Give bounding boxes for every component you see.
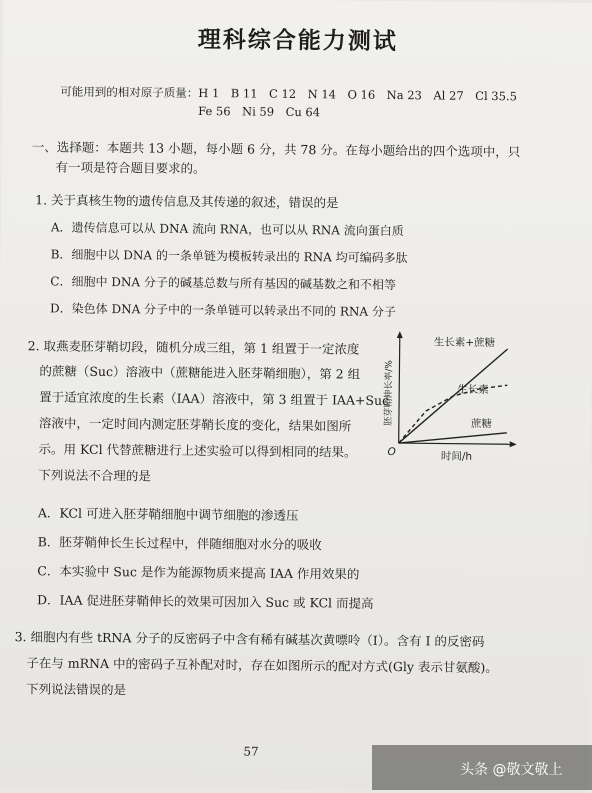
question-2-stem-line-6: 下列说法不合理的是 <box>38 467 151 484</box>
y-axis-label: 胚芽鞘伸长率/% <box>383 360 395 426</box>
question-2-option-b: B．胚芽鞘伸长生长过程中，伴随细胞对水分的吸收 <box>37 534 322 553</box>
series-label-2: 生长素 <box>457 383 489 397</box>
x-axis-arrow <box>510 441 517 447</box>
section-heading-line-1: 一、选择题：本题共 13 小题，每小题 6 分，共 78 分。在每小题给出的四个选项中，只 <box>31 139 521 160</box>
question-1-option-c: C．细胞中 DNA 分子的碱基总数与所有基因的碱基数之和不相等 <box>50 274 397 293</box>
question-3-line-3: 下列说法错误的是 <box>26 681 127 698</box>
atomic-mass-line-1: 可能用到的相对原子质量：H 1 B 11 C 12 N 14 O 16 Na 23 Al 27 Cl 35.5 <box>60 84 518 104</box>
question-2-option-d: D．IAA 促进胚芽鞘伸长的效果可因加入 Suc 或 KCl 而提高 <box>36 592 374 611</box>
x-axis <box>399 443 513 444</box>
page-title: 理科综合能力测试 <box>197 25 399 56</box>
y-axis <box>399 335 400 443</box>
y-axis-arrow <box>397 331 403 338</box>
question-1-stem: 1. 关于真核生物的遗传信息及其传递的叙述，错误的是 <box>35 192 339 211</box>
origin-label: O <box>387 445 396 459</box>
page-number: 57 <box>243 744 259 759</box>
series-label-1: 生长素+蔗糖 <box>433 336 496 350</box>
question-1-option-d: D．染色体 DNA 分子中的一条单链可以转录出不同的 RNA 分子 <box>49 301 396 320</box>
question-1-option-a: A．遗传信息可以从 DNA 流向 RNA，也可以从 RNA 流向蛋白质 <box>50 220 404 239</box>
question-2-option-c: C．本实验中 Suc 是作为能源物质来提高 IAA 作用效果的 <box>37 563 360 582</box>
question-2-stem-line-3: 置于适宜浓度的生长素（IAA）溶液中，第 3 组置于 IAA+Suc <box>39 389 390 408</box>
question-2-stem-line-1: 2. 取燕麦胚芽鞘切段，随机分成三组，第 1 组置于一定浓度 <box>27 338 360 357</box>
question-3-line-1: 3. 细胞内有些 tRNA 分子的反密码子中含有稀有碱基次黄嘌呤（I）。含有 I 的反密码 <box>14 629 485 649</box>
elongation-chart <box>370 331 521 473</box>
question-2-option-a: A．KCl 可进入胚芽鞘细胞中调节细胞的渗透压 <box>37 505 299 524</box>
question-3-line-2: 子在与 mRNA 中的密码子互补配对时，存在如图所示的配对方式(Gly 表示甘氨酸)。 <box>26 655 498 676</box>
x-axis-label: 时间/h <box>440 450 473 463</box>
question-2-stem-line-2: 的蔗糖（Suc）溶液中（蔗糖能进入胚芽鞘细胞），第 2 组 <box>39 363 361 382</box>
series-line-2 <box>399 384 508 444</box>
question-2-stem-line-4: 溶液中，一定时间内测定胚芽鞘长度的变化，结果如图所 <box>38 415 352 434</box>
atomic-mass-line-2: Fe 56 Ni 59 Cu 64 <box>198 103 321 120</box>
series-label-3: 蔗糖 <box>470 417 492 431</box>
question-1-option-b: B．细胞中以 DNA 的一条单链为模板转录出的 RNA 均可编码多肽 <box>50 247 408 266</box>
watermark-text: 头条 @敬文敬上 <box>460 762 563 778</box>
question-2-stem-line-5: 示。用 KCl 代替蔗糖进行上述实验可以得到相同的结果。 <box>38 441 357 460</box>
series-line-3 <box>399 432 507 445</box>
section-heading-line-2: 有一项是符合题目要求的。 <box>55 159 206 177</box>
